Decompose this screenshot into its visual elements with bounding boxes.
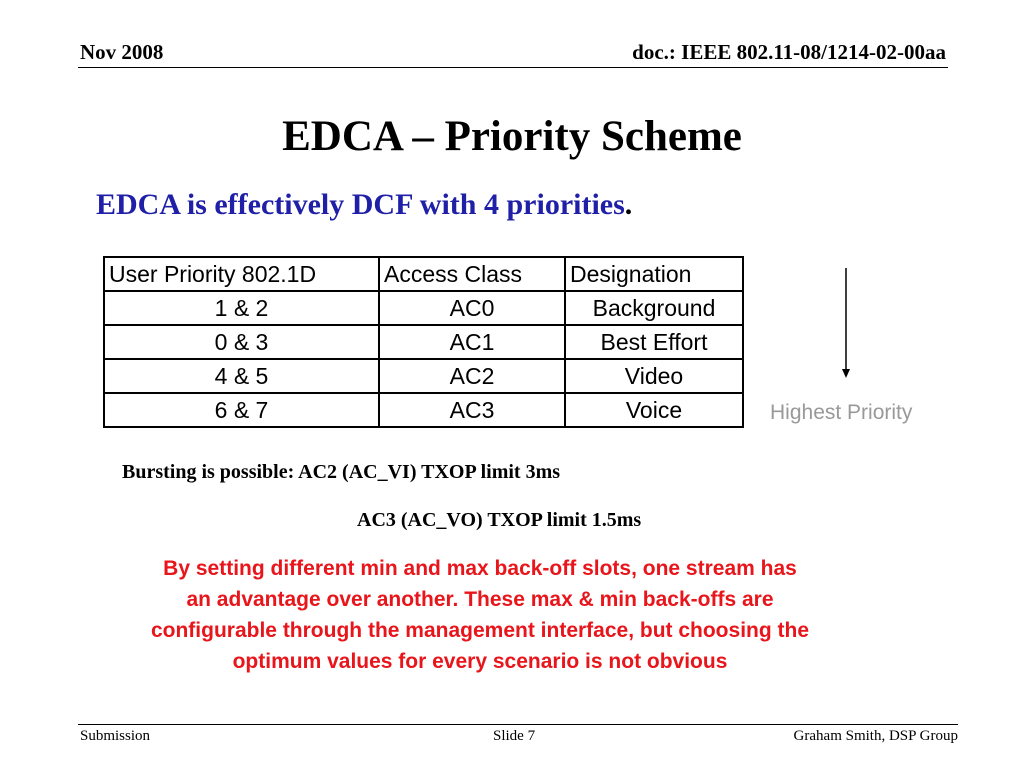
- table-header-row: [104, 257, 743, 291]
- backoff-note: [60, 553, 900, 677]
- note-line: configurable through the management interface, but choosing the: [150, 619, 810, 642]
- header-date: Nov 2008: [80, 40, 164, 64]
- table-row: [104, 359, 743, 393]
- cell-user-priority: 6 & 7: [104, 393, 379, 427]
- cell-user-priority: 1 & 2: [104, 291, 379, 325]
- subtitle-text: EDCA is effectively DCF with 4 priorities: [96, 188, 625, 221]
- cell-designation: Background: [565, 291, 743, 325]
- slide-subtitle: [96, 188, 632, 222]
- cell-access-class: AC3: [379, 393, 565, 427]
- arrow-down-icon: [838, 268, 854, 378]
- note-line: By setting different min and max back-off slots, one stream has: [163, 557, 797, 580]
- cell-access-class: AC2: [379, 359, 565, 393]
- footer-divider: [78, 724, 958, 725]
- footer-slide-number: Slide 7: [493, 728, 536, 744]
- cell-designation: Video: [565, 359, 743, 393]
- header-user-priority: User Priority 802.1D: [104, 257, 379, 291]
- footer-submission: Submission: [80, 728, 151, 744]
- table-row: [104, 393, 743, 427]
- header-doc-id: doc.: IEEE 802.11-08/1214-02-00aa: [632, 40, 946, 64]
- header-access-class: Access Class: [379, 257, 565, 291]
- footer-author: Graham Smith, DSP Group: [793, 728, 958, 744]
- header-divider: [78, 67, 948, 68]
- cell-designation: Best Effort: [565, 325, 743, 359]
- cell-user-priority: 0 & 3: [104, 325, 379, 359]
- bursting-line-1: Bursting is possible: AC2 (AC_VI) TXOP limit 3ms: [122, 461, 561, 483]
- priority-table: [103, 256, 744, 428]
- table-row: [104, 291, 743, 325]
- note-line: optimum values for every scenario is not obvious: [232, 650, 728, 673]
- slide-title: EDCA – Priority Scheme: [282, 113, 742, 160]
- cell-user-priority: 4 & 5: [104, 359, 379, 393]
- highest-priority-label: Highest Priority: [770, 401, 913, 424]
- cell-access-class: AC0: [379, 291, 565, 325]
- cell-designation: Voice: [565, 393, 743, 427]
- table-row: [104, 325, 743, 359]
- cell-access-class: AC1: [379, 325, 565, 359]
- bursting-line-2: AC3 (AC_VO) TXOP limit 1.5ms: [357, 509, 642, 531]
- header-designation: Designation: [565, 257, 743, 291]
- note-line: an advantage over another. These max & min back-offs are: [186, 588, 774, 611]
- subtitle-period: .: [624, 188, 633, 221]
